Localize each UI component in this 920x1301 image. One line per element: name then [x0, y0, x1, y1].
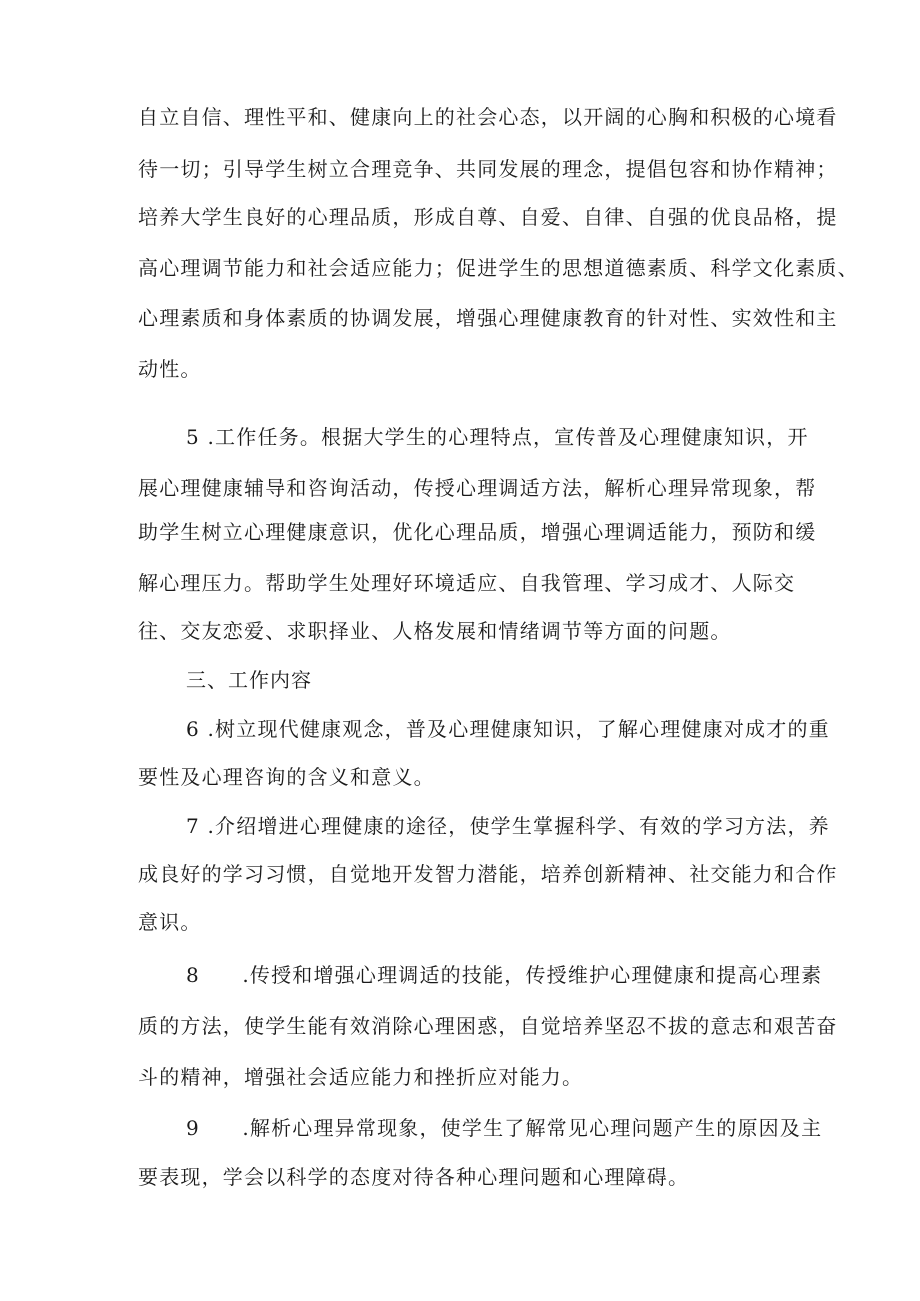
paragraph-line: 展心理健康辅导和咨询活动，传授心理调适方法，解析心理异常现象，帮	[138, 476, 817, 500]
paragraph-line: 7 .介绍增进心理健康的途径，使学生掌握科学、有效的学习方法，养	[186, 814, 830, 838]
paragraph-line: 要性及心理咨询的含义和意义。	[138, 765, 435, 789]
paragraph-line: 要表现，学会以科学的态度对待各种心理问题和心理障碍。	[138, 1165, 690, 1189]
paragraph-line: 6 .树立现代健康观念，普及心理健康知识，了解心理健康对成才的重	[186, 717, 830, 741]
paragraph-line: 5 .工作任务。根据大学生的心理特点，宣传普及心理健康知识，开	[186, 425, 809, 449]
paragraph-line: 9 .解析心理异常现象，使学生了解常见心理问题产生的原因及主	[186, 1116, 823, 1140]
paragraph-line: 高心理调节能力和社会适应能力；促进学生的思想道德素质、科学文化素质、	[138, 256, 859, 280]
paragraph-line: 助学生树立心理健康意识，优化心理品质，增强心理调适能力，预防和缓	[138, 520, 817, 544]
paragraph-line: 解心理压力。帮助学生处理好环境适应、自我管理、学习成才、人际交	[138, 571, 796, 595]
paragraph-line: 质的方法，使学生能有效消除心理困惑，自觉培养坚忍不拔的意志和艰苦奋	[138, 1014, 838, 1038]
paragraph-line: 往、交友恋爱、求职择业、人格发展和情绪调节等方面的问题。	[138, 619, 732, 643]
paragraph-line: 成良好的学习习惯，自觉地开发智力潜能，培养创新精神、社交能力和合作	[138, 862, 838, 886]
section-heading: 三、工作内容	[186, 668, 312, 692]
paragraph-line: 培养大学生良好的心理品质，形成自尊、自爱、自律、自强的优良品格，提	[138, 205, 838, 229]
paragraph-line: 8 .传授和增强心理调适的技能，传授维护心理健康和提高心理素	[186, 963, 823, 987]
paragraph-line: 心理素质和身体素质的协调发展，增强心理健康教育的针对性、实效性和主	[138, 306, 838, 330]
paragraph-line: 待一切；引导学生树立合理竞争、共同发展的理念，提倡包容和协作精神；	[138, 157, 838, 181]
paragraph-line: 动性。	[138, 357, 202, 381]
paragraph-line: 自立自信、理性平和、健康向上的社会心态，以开阔的心胸和积极的心境看	[138, 105, 838, 129]
paragraph-line: 斗的精神，增强社会适应能力和挫折应对能力。	[138, 1065, 584, 1089]
paragraph-line: 意识。	[138, 910, 202, 934]
